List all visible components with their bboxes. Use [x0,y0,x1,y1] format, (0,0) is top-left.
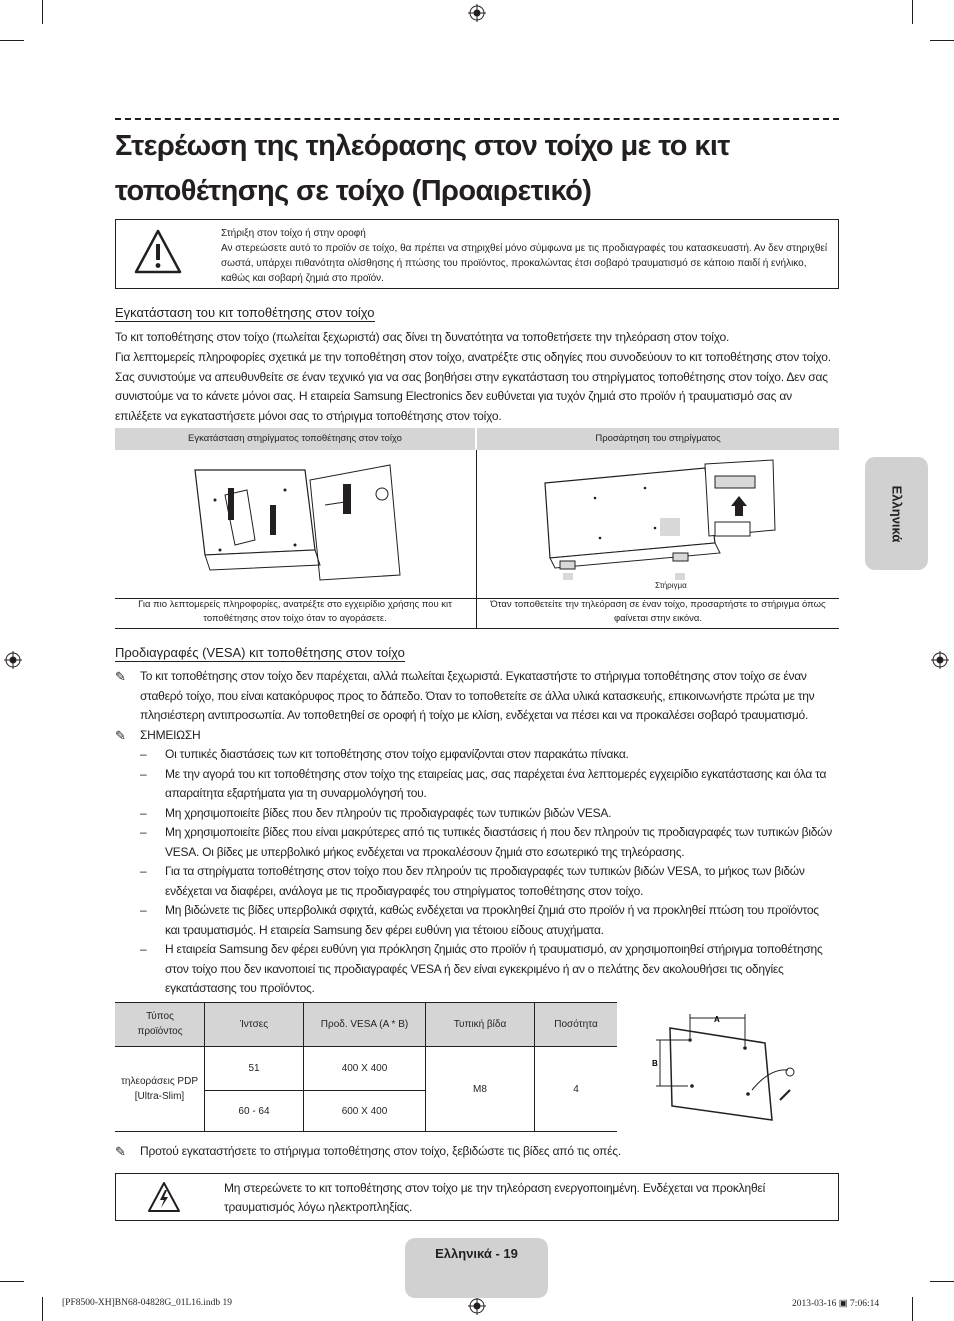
note-bullets [115,745,835,1018]
bullet-dash: – [140,805,147,820]
language-side-label: Ελληνικά [889,485,904,542]
vesa-quantity-cell: 4 [573,1083,579,1095]
note-item [115,726,835,746]
bullet-dash: – [140,766,147,781]
note-text: Προτού εγκαταστήσετε το στήριγμα τοποθέτησης στον τοίχο, ξεβιδώστε τις βίδες από τις οπές. [140,1144,621,1158]
warning-box [115,219,839,289]
bullet-text: Οι τυπικές διαστάσεις των κιτ τοποθέτησης στον τοίχο εμφανίζονται στον παρακάτω πίνακα. [165,747,629,761]
vesa-dimension-diagram [640,1008,820,1128]
vesa-notes [115,667,835,1018]
crop-mark [930,40,954,41]
bullet-text: Μη χρησιμοποιείτε βίδες που δεν πληρούν τις προδιαγραφές των τυπικών βιδών VESA. [165,805,612,820]
note-pencil-icon: ✎ [115,1144,126,1159]
note-pencil-icon: ✎ [115,727,126,743]
wall-bracket-illustration [185,460,425,590]
bullet-text: Για τα στηρίγματα τοποθέτησης στον τοίχο που δεν πληρούν τις προδιαγραφές των τυπικών βιδών VESA, το μήκος των βιδών ενδέχεται να διαφέρει, ανάλογα με τις προδιαγραφές του στηρίγματος τοποθέτησης στον τοίχο. [165,864,805,898]
paragraph-intro: Το κιτ τοποθέτησης στον τοίχο (πωλείται ξεχωριστά) σας δίνει τη δυνατότητα να τοποθετήσετε την τηλεόραση στον τοίχο. [115,330,730,344]
note-bullet-item [115,901,835,940]
bullet-dash: – [140,864,147,878]
note-bullet-item [115,765,835,804]
note-pencil-icon: ✎ [115,669,126,684]
paragraph-details: Για λεπτομερείς πληροφορίες σχετικά με την τοποθέτηση στον τοίχο, ανατρέξτε στις οδηγίες που συνοδεύουν το κιτ τοποθέτησης στον τοίχο. Σας συνιστούμε να απευθυνθείτε σε έναν τεχνικό για να σας βοηθήσει στην εγκατάσταση του στηρίγματος τοποθέτησης στον τοίχο. Δεν σας συνιστούμε να το κάνετε μόνοι σας. Η εταιρεία Samsung Electronics δεν ευθύνεται για τυχόν ζημιά στο προϊόν ή τραυματισμό σας αν επιλέξετε να εγκαταστήσετε μόνοι σας το στήριγμα τοποθέτησης στον τοίχο. [115,350,831,423]
section-heading-vesa: Προδιαγραφές (VESA) κιτ τοποθέτησης στον τοίχο [115,645,405,660]
figure-caption-right: Όταν τοποθετείτε την τηλεόραση σε έναν τοίχο, προσαρτήστε το στήριγμα όπως φαίνεται στην εικόνα. [490,599,826,624]
note-bullet-item [115,862,835,901]
crop-mark [0,1281,24,1282]
vesa-spec-cell: 600 X 400 [341,1105,388,1117]
crop-mark [42,1297,43,1321]
crop-mark [912,0,913,24]
page-number-box [405,1238,548,1298]
registration-mark-icon [4,651,22,669]
note-bullet-item [115,823,835,862]
vesa-screw-cell: M8 [473,1083,487,1095]
bullet-text: Μη βιδώνετε τις βίδες υπερβολικά σφιχτά, καθώς ενδέχεται να προκληθεί ζημιά στο προϊόν ή να προκληθεί πτώση του προϊόντος και τραυματισμός. Η εταιρεία Samsung δεν φέρει ευθύνη για τέτοιου είδους ατυχήματα. [165,903,819,937]
title-dashed-rule [115,118,839,120]
note-bullet-item [115,804,835,824]
crop-mark [930,1281,954,1282]
shock-warning-text: Μη στερεώνετε το κιτ τοποθέτησης στον τοίχο με την τηλεόραση ενεργοποιημένη. Ενδέχεται να προκληθεί τραυματισμός λόγω ηλεκτροπληξίας. [224,1181,766,1214]
warning-text [221,226,833,286]
vesa-header-cell: Ποσότητα [554,1018,598,1030]
vesa-header-cell: Προδ. VESA (A * B) [320,1018,409,1030]
section-heading-install: Εγκατάσταση του κιτ τοποθέτησης στον τοίχο [115,305,375,320]
page-title: Στερέωση της τηλεόρασης στον τοίχο με το κιτ τοποθέτησης σε τοίχο (Προαιρετικό) [115,130,730,207]
electric-shock-icon [147,1181,181,1213]
footer-file-info: [PF8500-XH]BN68-04828G_01L16.indb 19 [62,1298,232,1308]
note-item [115,667,835,726]
figure-header-left: Εγκατάσταση στηρίγματος τοποθέτησης στον τοίχο [115,428,475,450]
vesa-inches-cell: 60 - 64 [238,1105,270,1117]
vesa-header-cell: Ίντσες [239,1018,269,1030]
registration-mark-icon [468,4,486,22]
bullet-dash: – [140,942,147,956]
warning-triangle-icon [134,228,182,276]
warning-body: Αν στερεώσετε αυτό το προϊόν σε τοίχο, θα πρέπει να στηριχθεί μόνο σύμφωνα με τις προδιαγραφές του κατασκευαστή. Αν δεν στηριχθεί σωστά, υπάρχει πιθανότητα ολίσθησης ή πτώσης του προϊόντος, προκαλώντας έτσι σοβαρό τραυματισμό σε κάποιο παιδί ή ενήλικο, καθώς και σοβαρή ζημιά στο προϊόν. [221,243,828,284]
crop-mark [912,1297,913,1321]
figure-caption-left: Για πιο λεπτομερείς πληροφορίες, ανατρέξτε στο εγχειρίδιο χρήσης που κιτ τοποθέτησης στον τοίχο όταν το αγοράσετε. [138,599,452,624]
bullet-dash: – [140,825,147,839]
crop-mark [0,40,24,41]
bullet-dash: – [140,903,147,917]
vesa-inches-cell: 51 [248,1063,260,1074]
language-side-tab [865,457,928,570]
bracket-attach-illustration [535,458,785,588]
vesa-header-cell: Τυπική βίδα [453,1018,507,1030]
unscrew-note [115,1142,860,1161]
note-bullet-item [115,745,835,765]
warning-heading: Στήριξη στον τοίχο ή στην οροφή [221,228,366,239]
figure-header-right: Προσάρτηση του στηρίγματος [477,428,839,450]
note-label: ΣΗΜΕΙΩΣΗ [140,727,201,742]
bullet-text: Η εταιρεία Samsung δεν φέρει ευθύνη για πρόκληση ζημιάς στο προϊόν ή τραυματισμό, αν χρησιμοποιηθεί στήριγμα τοποθέτησης στον τοίχο που δεν ικανοποιεί τις προδιαγραφές VESA ή δεν είναι εγκεκριμένο ή αν ο πελάτης δεν ακολουθήσει τις οδηγίες εγκατάστασης του προϊόντος. [165,942,823,995]
crop-mark [42,0,43,24]
registration-mark-icon [468,1297,486,1315]
vesa-spec-cell: 400 X 400 [341,1063,388,1074]
registration-mark-icon [931,651,949,669]
vesa-dim-b: B [652,1059,658,1068]
bullet-text: Με την αγορά του κιτ τοποθέτησης στον τοίχο της εταιρείας μας, σας παρέχεται ένα λεπτομερές εγχειρίδιο εγκατάστασης και όλα τα απαραίτητα εξαρτήματα για τη συναρμολόγησή του. [165,766,827,800]
footer-timestamp: 2013-03-16 ▣ 7:06:14 [792,1299,880,1309]
note-text: Το κιτ τοποθέτησης στον τοίχο δεν παρέχεται, αλλά πωλείται ξεχωριστά. Εγκαταστήστε το στήριγμα τοποθέτησης στον τοίχο σε έναν σταθερό τοίχο, που είναι κατακόρυφος προς το δάπεδο. Όταν το τοποθετείτε σε άλλα υλικά κατασκευής, επικοινωνήστε πρώτα με την πλησιέστερη αντιπροσωπία. Αν τοποθετηθεί σε οροφή ή τοίχο με κλίση, ενδέχεται να πέσει και να προκαλέσει σοβαρό τραυματισμό. [140,669,815,722]
page-number: Ελληνικά - 19 [435,1246,518,1261]
figure-table [115,428,839,629]
vesa-header-cell: Τύπος προϊόντος [137,1011,183,1037]
bullet-text: Μη χρησιμοποιείτε βίδες που είναι μακρύτερες από τις τυπικές διαστάσεις ή που δεν πληρούν τις προδιαγραφές των τυπικών βιδών VESA. Οι βίδες με υπερβολικό μήκος ενδέχεται να προκαλέσουν ζημιά στο εσωτερικό της τηλεόρασης. [165,825,833,859]
vesa-dim-a: A [714,1015,720,1024]
note-bullet-item [115,940,835,999]
vesa-product-cell: τηλεοράσεις PDP [Ultra-Slim] [120,1076,198,1102]
shock-warning-box [115,1173,839,1221]
bullet-dash: – [140,747,147,761]
vesa-table [115,1002,617,1132]
bracket-label: Στήριγμα [655,581,687,590]
